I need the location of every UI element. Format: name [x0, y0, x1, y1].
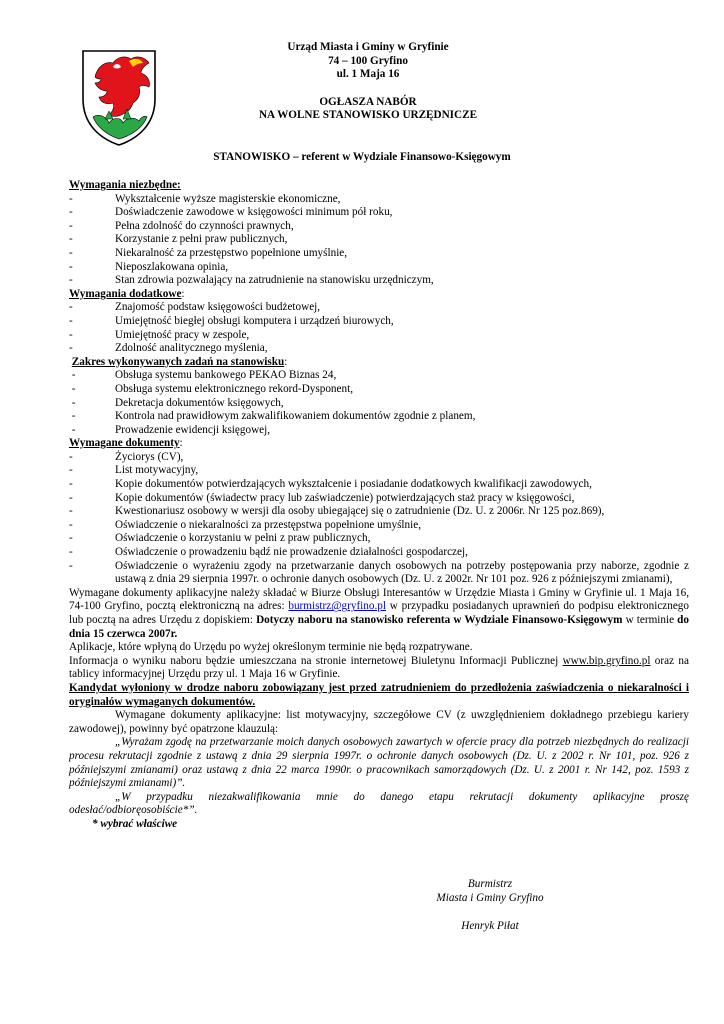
list-item: - Oświadczenie o prowadzeniu bądź nie prowadzenie działalności gospodarczej, — [69, 546, 468, 559]
late-applications-note: Aplikacje, które wpłyną do Urzędu po wyżej określonym terminie nie będą rozpatrywane. — [69, 641, 473, 654]
email-link[interactable]: burmistrz@gryfino.pl — [288, 600, 386, 613]
list-item: - Oświadczenie o korzystaniu w pełni z praw publicznych, — [69, 532, 371, 545]
office-name: Urząd Miasta i Gminy w Gryfinie — [287, 41, 449, 53]
list-item: - Kopie dokumentów (świadectw pracy lub zaświadczenie) potwierdzających staż pracy w księgowości, — [69, 491, 575, 504]
bip-link[interactable]: www.bip.gryfino.pl — [562, 654, 651, 667]
list-item: - Kontrola nad prawidłowym zakwalifikowaniem dokumentów zgodnie z planem, — [69, 410, 476, 423]
announcement-subtitle: NA WOLNE STANOWISKO URZĘDNICZE — [258, 109, 478, 121]
section-required-title: Wymagania niezbędne: — [69, 179, 181, 191]
list-item: - Umiejętność pracy w zespole, — [69, 328, 250, 341]
list-item: - Kopie dokumentów potwierdzających wykształcenie i posiadanie dodatkowych kwalifikacji zawodowych, — [69, 478, 592, 491]
clause-intro: Wymagane dokumenty aplikacyjne: list motywacyjny, szczegółowe CV (z uwzględnieniem dokładnego przebiegu kariery zawodowej), powinny być opatrzone klauzulą: — [69, 709, 689, 735]
street-address: ul. 1 Maja 16 — [336, 68, 400, 80]
consent-clause: „Wyrażam zgodę na przetwarzanie moich danych osobowych zawartych w ofercie pracy dla potrzeb niezbędnych do realizacji procesu rekrutacji zgodnie z ustawą z dnia 29 sierpnia 1997r. o ochronie danych osobowych (Dz. U. z 2002 r. Nr 101, poz. 926 z późniejszymi zmianami) oraz ustawą z dnia 22 marca 1990r. o pracownikach samorządowych (Dz. U. z 2001 r. Nr 142, poz. 1593 z późniejszymi zmianami)”. — [69, 736, 689, 790]
section-tasks-title: Zakres wykonywanych zadań na stanowisku — [71, 355, 285, 368]
candidate-notice: Kandydat wyłoniony w drodze naboru zobowiązany jest przed zatrudnieniem do przedłożenia zaświadczenia o niekaralności i oryginałów wymaganych dokumentów. — [69, 681, 689, 708]
list-item: - Niekaralność za przestępstwo popełnione umyślnie, — [69, 246, 348, 259]
position-title: STANOWISKO – referent w Wydziale Finansowo-Księgowym — [213, 151, 511, 163]
list-item: - Wykształcenie wyższe magisterskie ekonomiczne, — [69, 192, 341, 205]
list-item: - Doświadczenie zawodowe w księgowości minimum pół roku, — [69, 206, 393, 219]
list-item: - Dekretacja dokumentów księgowych, — [69, 396, 284, 409]
list-item: - Znajomość podstaw księgowości budżetowej, — [69, 301, 321, 314]
list-item: - Obsługa systemu bankowego PEKAO Biznas 24, — [69, 369, 337, 382]
announcement-body — [69, 179, 689, 832]
submission-paragraph: Wymagane dokumenty aplikacyjne należy składać w Biurze Obsługi Interesantów w Urzędzie Miasta i Gminy w Gryfinie ul. 1 Maja 16, 74-100 Gryfino, pocztą elektroniczną na adres: burmistrz@gryfino.pl w przypadku posiadanych uprawnień do podpisu elektronicznego lub pocztą na adres Urzędu z dopiskiem: Dotyczy naboru na stanowisko referenta w Wydziale Finansowo-Księgowym w terminie do dnia 15 czerwca 2007r. — [69, 586, 689, 640]
signature-name: Henryk Piłat — [461, 920, 519, 932]
list-item: - Kwestionariusz osobowy w wersji dla osoby ubiegającej się o zatrudnienie (Dz. U. z 2006r. Nr 125 poz.869), — [69, 505, 605, 518]
footnote: * wybrać właściwe — [92, 817, 178, 830]
gryfino-coat-of-arms-icon — [79, 47, 159, 147]
section-tasks-heading: Zakres wykonywanych zadań na stanowisku: — [71, 355, 288, 368]
section-additional-heading: Wymagania dodatkowe: — [69, 287, 185, 300]
list-item: - Oświadczenie o wyrażeniu zgody na przetwarzanie danych osobowych na potrzeby postępowania przy naborze, zgodnie z ustawą z dnia 29 sierpnia 1997r. o ochronie danych osobowych (Dz. U. z 2002r. Nr 101 poz. 926 z późniejszymi zmianami), — [69, 559, 689, 586]
list-item: - Zdolność analitycznego myślenia, — [69, 342, 268, 355]
results-info-paragraph: Informacja o wyniku naboru będzie umieszczana na stronie internetowej Biuletynu Informacji Publicznej www.bip.gryfino.pl oraz na tablicy informacyjnej Urzędu przy ul. 1 Maja 16 w Gryfinie. — [69, 654, 689, 681]
list-item: - Pełna zdolność do czynności prawnych, — [69, 219, 294, 232]
return-documents-clause: „W przypadku niezakwalifikowania mnie do danego etapu rekrutacji dokumenty aplikacyjne proszę odesłać/odbioręosobiście*”. — [69, 790, 689, 817]
section-documents-heading: Wymagane dokumenty: — [69, 437, 183, 450]
list-item: - Korzystanie z pełni praw publicznych, — [69, 233, 288, 246]
signature-office: Miasta i Gminy Gryfino — [436, 892, 544, 904]
list-item: - Nieposzlakowana opinia, — [69, 260, 229, 273]
postal-code-city: 74 – 100 Gryfino — [328, 55, 408, 67]
signature-title: Burmistrz — [467, 878, 513, 890]
list-item: - List motywacyjny, — [69, 464, 199, 477]
list-item: - Życiorys (CV), — [69, 450, 184, 463]
list-item: - Prowadzenie ewidencji księgowej, — [69, 423, 271, 436]
announcement-title: OGŁASZA NABÓR — [319, 96, 417, 108]
section-additional-title: Wymagania dodatkowe — [69, 287, 182, 300]
section-documents-title: Wymagane dokumenty — [69, 437, 180, 450]
list-item: - Umiejętność biegłej obsługi komputera i urządzeń biurowych, — [69, 314, 394, 327]
list-item: - Obsługa systemu elektronicznego rekord-Dysponent, — [69, 382, 353, 395]
list-item: - Stan zdrowia pozwalający na zatrudnienie na stanowisku urzędniczym, — [69, 274, 434, 287]
list-item: - Oświadczenie o niekaralności za przestępstwa popełnione umyślnie, — [69, 518, 421, 531]
